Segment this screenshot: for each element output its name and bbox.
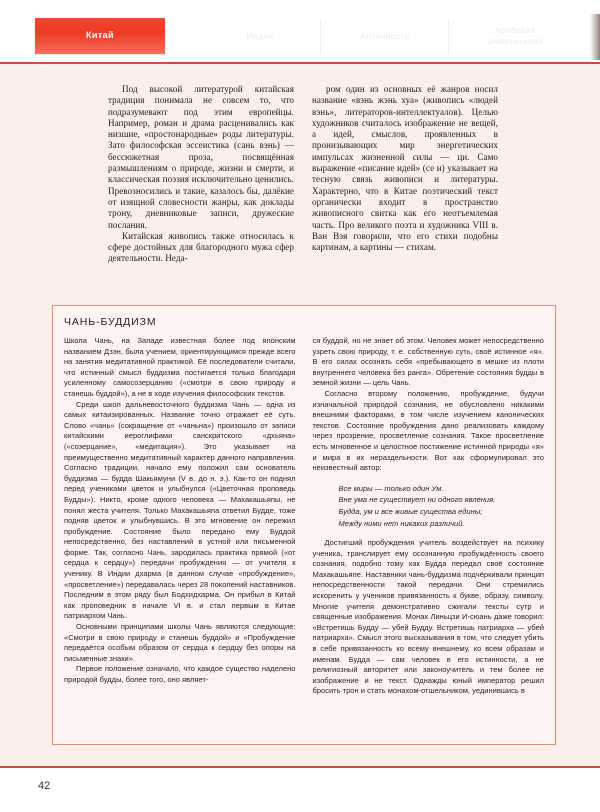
paragraph: Китайская живопись также относилась к сфере достойных для благородного мужа сфер деятельности. Неда- <box>108 230 294 264</box>
paragraph: Среди школ дальневосточного буддизма Чань — одна из самых китаизированных. Название точно отражает её суть. Слово «чань» (сокращение от «чаньна») произошло от записи китайскими иероглифами санскритского «дхьяна» («созерцание», «медитация»). Это указывает на преимущественно медитативный характер данного направления. Согласно традиции, начало ему положил сам основатель буддизма — будда Шакьямуни (V в. до н. э.). Как-то он поднял перед учениками цветок и улыбнулся («Цветочная проповедь Будды»). Никто, кроме одного человека — Махакашьяпы, не понял жеста учителя. Только Махакашьяпа ответил Будде, тоже подняв цветок и улыбнувшись. В это мгновение он пережил пробуждение. Состояние было передано ему Буддой непосредственно, без наставлений в устной или письменной форме. Так, согласно Чань, зародилась практика прямой («от сердца к сердцу») передачи пробуждения — от учителя к ученику. В Индии дхарма (в данном случае «пробуждение», «просветление») передавалась через 28 поколений наставников. Последним в этом ряду был Бодхидхарма. Он прибыл в Китай как проповедник в начале VI в. и стал первым в Китае патриархом Чань. <box>64 399 296 621</box>
tab-antichnost-label: Античность <box>360 30 410 41</box>
chapter-tab-bar <box>0 0 600 62</box>
sidebar-box-chan-buddhism <box>52 305 556 745</box>
tab-kitay-label: Китай <box>86 30 114 41</box>
sidebar-box-title: ЧАНЬ-БУДДИЗМ <box>64 316 157 328</box>
verse-line: Между ними нет никаких различий. <box>338 518 465 528</box>
top-rule <box>0 62 600 64</box>
paragraph: Достигший пробуждения учитель воздействует на психику ученика, транслирует ему осознанную пробуждённость своего сознания, подобно тому как Будда передал своё состояние Махакашьяпе. Наставники чань-буддизма подчёркивали принцип непосредственности такой передачи. Они стремились искоренить у учеников привязанность к букве, образу, символу. Многие учителя демонстративно сжигали тексты сутр и священные изображения. Монах Линьцзи И-сюань даже говорил: «Встретишь Будду — убей Будду. Встретишь патриарха — убей патриарха». Смысл этого высказывания в том, что следует убить в себе привязанность ко всему внешнему, ко всем образам и именам. Будда — сам человек в его истинности, а не религиозный авторитет или законоучитель и тем более не изображение и не текст. Однажды юный император решил бросить трон и стать монахом-отшельником, уединившись в <box>312 538 544 696</box>
tab-arabskaya-label-line2: цивилизация <box>487 36 543 46</box>
sidebar-box-column-right <box>313 336 545 697</box>
paragraph: ром один из основных её жанров носил название «вэнь жэнь хуа» (живопись «людей вэнь», литераторов-интеллектуалов). Целью художников считалось изображение не вещей, а идей, смыслов, проявленных в пронизывающих мир энергетических импульсах жизненной силы — ци. Само выражение «писание идей» (се и) указывает на тесную связь живописи и литературы. Характерно, что в Китае поэтический текст органически входит в пространство живописного свитка как его неотъемлемая часть. Про великого поэта и художника VIII в. Ван Вэя говорили, что его стихи подобны картинам, а картины — стихам. <box>312 84 498 253</box>
tab-indiya[interactable] <box>205 18 315 54</box>
page-number: 42 <box>38 780 51 792</box>
paragraph: Под высокой литературой китайская традиция понимала не совсем то, что подразумевают под этим европейцы. Например, роман и драма расценивались как низшие, «простонародные» роды литературы. Зато философская эссеистика (сань вэнь) — бессюжетная проза, посвящённая размышлениям о природе, жизни и смерти, и классическая поэзия исключительно ценились. Превозносились и такие, казалось бы, далёкие от изящной словесности жанры, как доклады трону, дневниковые записи, дружеские послания. <box>108 84 294 230</box>
verse-line: Вне ума не существует ни одного явления. <box>338 495 496 505</box>
paragraph: ся буддой, но не знает об этом. Человек может непосредственно узреть свою природу, т. е. собственную суть, своё истинное «я». В его силах осознать себя «пребывающего в мешке из плоти внутреннего человека без ранга». Обретение состояния будды в земной жизни — цель Чань. <box>312 336 544 388</box>
main-text-columns <box>108 84 528 265</box>
tab-indiya-label: Индия <box>246 30 274 41</box>
tab-divider-1 <box>320 20 321 54</box>
verse-line: Будда, ум и все живые существа едины; <box>338 506 483 516</box>
tab-arabskaya-civilizaciya[interactable] <box>455 18 575 54</box>
tab-arabskaya-label-line1: Арабская <box>494 25 536 36</box>
sidebar-box-columns <box>64 336 544 697</box>
verse-line: Все миры — только один Ум. <box>338 483 444 493</box>
paragraph: Основными принципами школы Чань являются следующие: «Смотри в свою природу и станешь буддой» и «Пробуждение передаётся особым образом от сердца к сердцу без опоры на письменные знаки». <box>64 622 296 663</box>
paragraph: Первое положение означало, что каждое существо наделено природой будды, более того, оно являет- <box>64 664 296 684</box>
paragraph: Согласно второму положению, пробуждение, будучи изначальной природой сознания, не обусловлено никакими внешними факторами, в том числе изучением канонических текстов. Состояние пробуждения дано реализовать каждому через прозрение, просветление сознания. Такое просветление есть мгновенное и целостное постижение истинной природы «я» и мира в их нераздельности. Вот как сформулировал это неизвестный автор: <box>312 388 544 473</box>
tab-divider-2 <box>448 20 449 54</box>
page-footer <box>0 768 600 812</box>
tab-antichnost[interactable] <box>330 18 440 54</box>
page-edge-shadow <box>590 14 600 60</box>
main-text-column-left <box>108 84 294 265</box>
page-body <box>0 62 600 812</box>
verse-quote <box>339 483 545 529</box>
sidebar-box-column-left <box>64 336 296 697</box>
main-text-column-right <box>312 84 498 265</box>
paragraph: Школа Чань, на Западе известная более под японским названием Дзэн, была учением, ориентирующимся прежде всего на занятия медитативной практикой. Её последователи считали, что истинный смысл буддизма постигается только благодаря усиленному самосозерцанию («смотри в свою природу и станешь буддой»), а не в ходе изучения философских текстов. <box>64 336 296 398</box>
tab-kitay[interactable] <box>35 18 165 54</box>
